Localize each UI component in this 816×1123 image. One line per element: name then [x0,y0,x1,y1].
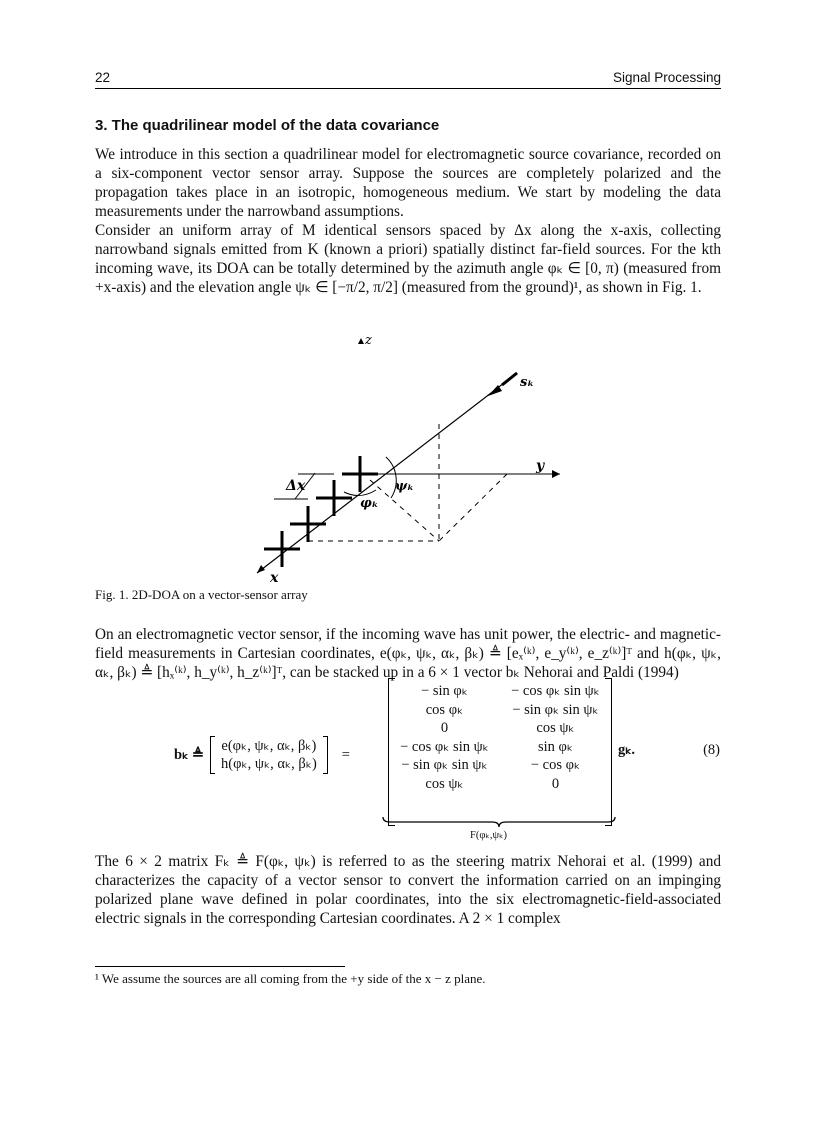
matrix-cell: − sin φₖ sin ψₖ [401,757,488,773]
footnote-rule [95,966,345,967]
eq-equals: = [341,746,350,763]
eq-rhs: gₖ. [618,742,636,758]
steering-matrix [388,678,612,826]
matrix-cell: − cos φₖ sin ψₖ [511,683,600,699]
running-title: Signal Processing [612,70,721,85]
page-number: 22 [95,70,111,85]
underbrace [382,816,616,828]
matrix-cell: cos ψₖ [425,775,464,792]
matrix-cell: − cos φₖ sin ψₖ [400,738,489,755]
eq-e-row: e(φₖ, ψₖ, αₖ, βₖ) [221,738,317,754]
eq-lhs: bₖ ≜ [174,746,205,763]
brace-label: F(φₖ,ψₖ) [470,830,508,841]
psi-label: ψₖ [395,479,415,494]
section-title: 3. The quadrilinear model of the data covariance [95,117,440,134]
paragraph-array: Consider an uniform array of M identical sensors spaced by Δx along the x-axis, collecting narrowband signals emitted from K (known a priori) spatially distinct far-field sources. For the kth incoming wave, its DOA can be totally determined by the azimuth angle φₖ ∈ [0, π) (measured from +x-axis) and the elevation angle ψₖ ∈ [−π/2, π/2] (measured from the ground)¹, as shown in Fig. 1. [95,222,721,296]
footnote: ¹ We assume the sources are all coming from the +y side of the x − z plane. [95,971,486,986]
equation-number: (8) [703,742,720,758]
paragraph-vector-sensor: On an electromagnetic vector sensor, if the incoming wave has unit power, the electric- and magnetic-field measurements in Cartesian coordinates, e(φₖ, ψₖ, αₖ, βₖ) ≜ [eₓ⁽ᵏ⁾, e_y⁽ᵏ⁾, e_z⁽ᵏ⁾]ᵀ and h(φₖ, ψₖ, αₖ, βₖ) ≜ [hₓ⁽ᵏ⁾, h_y⁽ᵏ⁾, h_z⁽ᵏ⁾]ᵀ, can be stacked up in a 6 × 1 vector bₖ Nehorai and Paldi (1994) [95,626,721,681]
x-axis-label: x [270,570,279,586]
source-label: sₖ [520,375,535,390]
paragraph-intro: We introduce in this section a quadrilinear model for electromagnetic source covariance, recorded on a six-component vector sensor array. Suppose the sources are completely polarized and the propagation takes place in an isotropic, homogeneous medium. We start by modeling the data measurements under the narrowband assumptions. [95,146,721,220]
matrix-cell: − sin φₖ sin ψₖ [512,701,599,718]
equation-8 [160,676,720,846]
eq-h-row: h(φₖ, ψₖ, αₖ, βₖ) [221,756,317,772]
z-axis-label: z [365,333,372,348]
matrix-cell: − cos φₖ [530,757,581,773]
paragraph-steering: The 6 × 2 matrix Fₖ ≜ F(φₖ, ψₖ) is referred to as the steering matrix Nehorai et al. (1999) and characterizes the capacity of a vector sensor to convert the information carried on an impinging polarized plane wave defined in polar coordinates, into the six electromagnetic-field-associated electric signals in the corresponding Cartesian coordinates. A 2 × 1 complex [95,853,721,927]
signal-line [257,373,517,573]
matrix-cell: cos φₖ [425,701,464,718]
matrix-cell: cos ψₖ [536,720,575,736]
sensor-crosses [264,456,378,567]
caption-text: 2D-DOA on a vector-sensor array [131,587,308,602]
y-axis-label: y [536,458,545,474]
matrix-cell: − sin φₖ [421,683,468,699]
caption-number: Fig. 1. [95,587,129,602]
figure-caption [95,587,308,603]
matrix-cell: 0 [551,775,560,792]
matrix-cell: sin φₖ [537,738,574,755]
delta-x-label: Δx [286,478,306,494]
matrix-cell: 0 [440,720,449,736]
header-rule [95,88,721,89]
doa-figure [240,330,580,590]
phi-label: φₖ [360,496,379,511]
